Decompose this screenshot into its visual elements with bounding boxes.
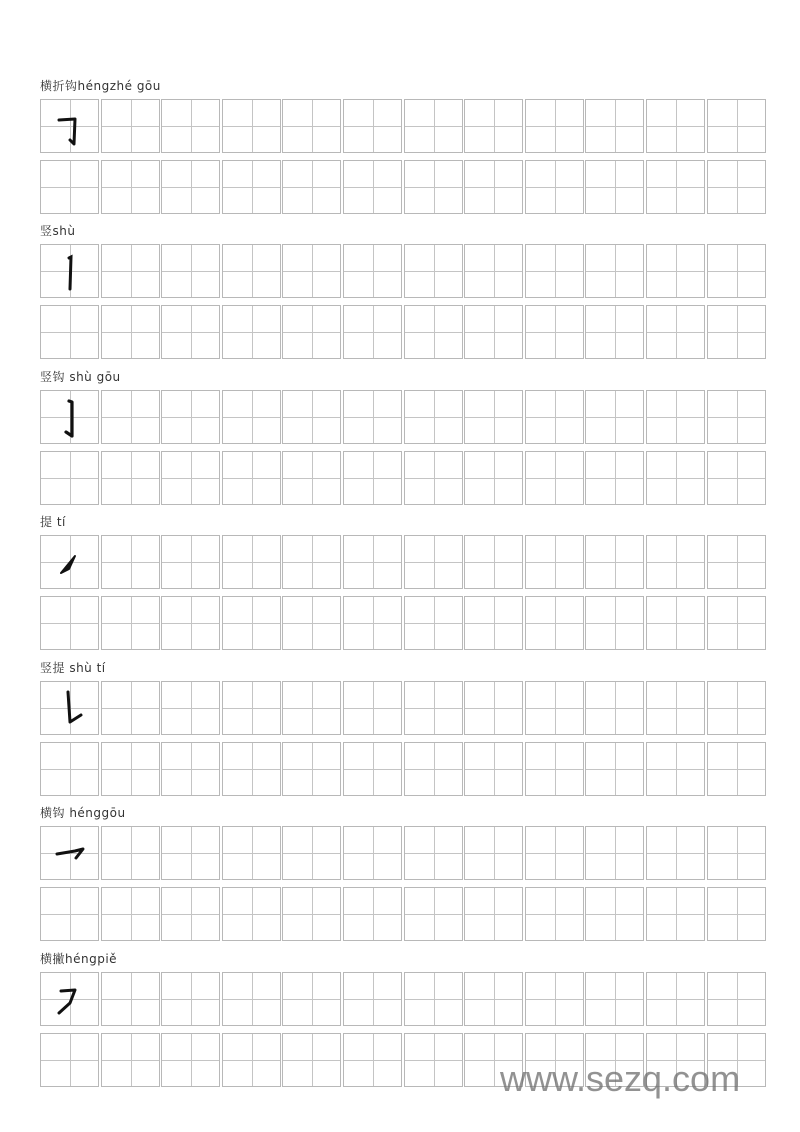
tian-grid-box[interactable] bbox=[404, 742, 463, 796]
tian-grid-box[interactable] bbox=[282, 535, 341, 589]
tian-grid-box[interactable] bbox=[585, 972, 644, 1026]
tian-grid-box[interactable] bbox=[161, 1033, 220, 1087]
tian-grid-box[interactable] bbox=[585, 99, 644, 153]
tian-grid-box[interactable] bbox=[161, 535, 220, 589]
tian-grid-box[interactable] bbox=[585, 160, 644, 214]
tian-grid-box[interactable] bbox=[707, 972, 766, 1026]
tian-grid-box[interactable] bbox=[282, 887, 341, 941]
tian-grid-box[interactable] bbox=[707, 887, 766, 941]
tian-grid-box[interactable] bbox=[464, 305, 523, 359]
tian-grid-box[interactable] bbox=[343, 742, 402, 796]
tian-grid-box[interactable] bbox=[707, 826, 766, 880]
tian-grid-box[interactable] bbox=[101, 244, 160, 298]
tian-grid-box[interactable] bbox=[404, 826, 463, 880]
tian-grid-box[interactable] bbox=[585, 244, 644, 298]
tian-grid-box[interactable] bbox=[343, 535, 402, 589]
shu-stroke-icon bbox=[41, 245, 99, 298]
tian-grid-box[interactable] bbox=[101, 681, 160, 735]
tian-grid-box[interactable] bbox=[464, 826, 523, 880]
tian-grid-box[interactable] bbox=[525, 160, 584, 214]
tian-grid-box[interactable] bbox=[282, 390, 341, 444]
tian-grid-box[interactable] bbox=[707, 596, 766, 650]
tian-grid-box[interactable] bbox=[707, 535, 766, 589]
tian-grid-box[interactable] bbox=[222, 535, 281, 589]
tian-grid-box[interactable] bbox=[404, 451, 463, 505]
tian-grid-box[interactable] bbox=[525, 99, 584, 153]
tian-grid-box[interactable] bbox=[525, 305, 584, 359]
tian-grid-box[interactable] bbox=[646, 742, 705, 796]
tian-grid-box[interactable] bbox=[40, 99, 99, 153]
tian-grid-box[interactable] bbox=[101, 535, 160, 589]
tian-grid-box[interactable] bbox=[525, 596, 584, 650]
practice-row bbox=[40, 887, 768, 940]
tian-grid-box[interactable] bbox=[464, 160, 523, 214]
tian-grid-box[interactable] bbox=[525, 244, 584, 298]
tian-grid-box[interactable] bbox=[282, 972, 341, 1026]
tian-grid-box[interactable] bbox=[161, 742, 220, 796]
tian-grid-box[interactable] bbox=[707, 681, 766, 735]
tian-grid-box[interactable] bbox=[585, 742, 644, 796]
tian-grid-box[interactable] bbox=[222, 1033, 281, 1087]
tian-grid-box[interactable] bbox=[585, 826, 644, 880]
tian-grid-box[interactable] bbox=[40, 681, 99, 735]
tian-grid-box[interactable] bbox=[707, 390, 766, 444]
tian-grid-box[interactable] bbox=[161, 451, 220, 505]
tian-grid-box[interactable] bbox=[404, 1033, 463, 1087]
tian-grid-box[interactable] bbox=[343, 451, 402, 505]
stroke-label: 横折钩héngzhé gōu bbox=[40, 79, 161, 93]
tian-grid-box[interactable] bbox=[464, 535, 523, 589]
stroke-label: 竖shù bbox=[40, 224, 76, 238]
heng-gou-stroke-icon bbox=[41, 827, 99, 880]
practice-row bbox=[40, 451, 768, 504]
tian-grid-box[interactable] bbox=[101, 972, 160, 1026]
practice-row bbox=[40, 596, 768, 649]
tian-grid-box[interactable] bbox=[646, 826, 705, 880]
stroke-label: 提 tí bbox=[40, 515, 66, 529]
tian-grid-box[interactable] bbox=[101, 887, 160, 941]
practice-row bbox=[40, 972, 768, 1025]
tian-grid-box[interactable] bbox=[343, 887, 402, 941]
tian-grid-box[interactable] bbox=[404, 681, 463, 735]
tian-grid-box[interactable] bbox=[646, 305, 705, 359]
tian-grid-box[interactable] bbox=[101, 99, 160, 153]
tian-grid-box[interactable] bbox=[404, 887, 463, 941]
tian-grid-box[interactable] bbox=[343, 681, 402, 735]
tian-grid-box[interactable] bbox=[222, 826, 281, 880]
tian-grid-box[interactable] bbox=[525, 972, 584, 1026]
tian-grid-box[interactable] bbox=[464, 596, 523, 650]
tian-grid-box[interactable] bbox=[646, 681, 705, 735]
tian-grid-box[interactable] bbox=[464, 887, 523, 941]
tian-grid-box[interactable] bbox=[101, 390, 160, 444]
tian-grid-box[interactable] bbox=[404, 99, 463, 153]
tian-grid-box[interactable] bbox=[464, 742, 523, 796]
tian-grid-box[interactable] bbox=[222, 244, 281, 298]
tian-grid-box[interactable] bbox=[282, 1033, 341, 1087]
tian-grid-box[interactable] bbox=[464, 244, 523, 298]
tian-grid-box[interactable] bbox=[585, 681, 644, 735]
tian-grid-box[interactable] bbox=[707, 742, 766, 796]
practice-row bbox=[40, 826, 768, 879]
stroke-label: 竖提 shù tí bbox=[40, 661, 106, 675]
tian-grid-box[interactable] bbox=[585, 390, 644, 444]
tian-grid-box[interactable] bbox=[343, 596, 402, 650]
practice-row bbox=[40, 535, 768, 588]
tian-grid-box[interactable] bbox=[161, 887, 220, 941]
tian-grid-box[interactable] bbox=[282, 160, 341, 214]
stroke-label: 横钩 hénggōu bbox=[40, 806, 126, 820]
tian-grid-box[interactable] bbox=[40, 1033, 99, 1087]
tian-grid-box[interactable] bbox=[404, 390, 463, 444]
tian-grid-box[interactable] bbox=[646, 390, 705, 444]
tian-grid-box[interactable] bbox=[585, 596, 644, 650]
tian-grid-box[interactable] bbox=[343, 1033, 402, 1087]
tian-grid-box[interactable] bbox=[40, 305, 99, 359]
tian-grid-box[interactable] bbox=[101, 596, 160, 650]
tian-grid-box[interactable] bbox=[464, 451, 523, 505]
tian-grid-box[interactable] bbox=[282, 681, 341, 735]
tian-grid-box[interactable] bbox=[40, 972, 99, 1026]
tian-grid-box[interactable] bbox=[161, 972, 220, 1026]
tian-grid-box[interactable] bbox=[222, 390, 281, 444]
tian-grid-box[interactable] bbox=[404, 160, 463, 214]
tian-grid-box[interactable] bbox=[40, 826, 99, 880]
heng-zhe-gou-stroke-icon bbox=[41, 100, 99, 153]
tian-grid-box[interactable] bbox=[40, 742, 99, 796]
tian-grid-box[interactable] bbox=[161, 596, 220, 650]
tian-grid-box[interactable] bbox=[161, 99, 220, 153]
tian-grid-box[interactable] bbox=[101, 451, 160, 505]
tian-grid-box[interactable] bbox=[222, 99, 281, 153]
tian-grid-box[interactable] bbox=[525, 681, 584, 735]
practice-row bbox=[40, 305, 768, 358]
tian-grid-box[interactable] bbox=[101, 1033, 160, 1087]
watermark: www.sezq.com bbox=[500, 1058, 741, 1099]
tian-grid-box[interactable] bbox=[40, 160, 99, 214]
stroke-label: 竖钩 shù gōu bbox=[40, 370, 121, 384]
tian-grid-box[interactable] bbox=[343, 244, 402, 298]
practice-row bbox=[40, 160, 768, 213]
tian-grid-box[interactable] bbox=[343, 305, 402, 359]
practice-row bbox=[40, 390, 768, 443]
tian-grid-box[interactable] bbox=[585, 887, 644, 941]
tian-grid-box[interactable] bbox=[161, 681, 220, 735]
stroke-label: 横撇héngpiě bbox=[40, 952, 118, 966]
tian-grid-box[interactable] bbox=[282, 742, 341, 796]
tian-grid-box[interactable] bbox=[646, 596, 705, 650]
tian-grid-box[interactable] bbox=[343, 99, 402, 153]
tian-grid-box[interactable] bbox=[282, 244, 341, 298]
tian-grid-box[interactable] bbox=[282, 826, 341, 880]
tian-grid-box[interactable] bbox=[222, 887, 281, 941]
tian-grid-box[interactable] bbox=[525, 742, 584, 796]
tian-grid-box[interactable] bbox=[646, 451, 705, 505]
tian-grid-box[interactable] bbox=[40, 390, 99, 444]
tian-grid-box[interactable] bbox=[40, 887, 99, 941]
tian-grid-box[interactable] bbox=[101, 742, 160, 796]
tian-grid-box[interactable] bbox=[343, 160, 402, 214]
tian-grid-box[interactable] bbox=[646, 244, 705, 298]
practice-row bbox=[40, 742, 768, 795]
tian-grid-box[interactable] bbox=[222, 305, 281, 359]
tian-grid-box[interactable] bbox=[525, 887, 584, 941]
shu-ti-stroke-icon bbox=[41, 682, 99, 735]
practice-row bbox=[40, 99, 768, 152]
tian-grid-box[interactable] bbox=[707, 244, 766, 298]
tian-grid-box[interactable] bbox=[40, 535, 99, 589]
tian-grid-box[interactable] bbox=[525, 535, 584, 589]
tian-grid-box[interactable] bbox=[282, 99, 341, 153]
tian-grid-box[interactable] bbox=[707, 99, 766, 153]
tian-grid-box[interactable] bbox=[404, 596, 463, 650]
tian-grid-box[interactable] bbox=[707, 451, 766, 505]
tian-grid-box[interactable] bbox=[404, 972, 463, 1026]
tian-grid-box[interactable] bbox=[525, 826, 584, 880]
tian-grid-box[interactable] bbox=[222, 972, 281, 1026]
tian-grid-box[interactable] bbox=[101, 160, 160, 214]
tian-grid-box[interactable] bbox=[464, 972, 523, 1026]
tian-grid-box[interactable] bbox=[222, 160, 281, 214]
tian-grid-box[interactable] bbox=[222, 596, 281, 650]
tian-grid-box[interactable] bbox=[161, 305, 220, 359]
practice-row bbox=[40, 244, 768, 297]
tian-grid-box[interactable] bbox=[161, 826, 220, 880]
tian-grid-box[interactable] bbox=[585, 535, 644, 589]
tian-grid-box[interactable] bbox=[222, 742, 281, 796]
ti-stroke-icon bbox=[41, 536, 99, 589]
tian-grid-box[interactable] bbox=[646, 160, 705, 214]
tian-grid-box[interactable] bbox=[40, 596, 99, 650]
tian-grid-box[interactable] bbox=[161, 160, 220, 214]
tian-grid-box[interactable] bbox=[525, 390, 584, 444]
tian-grid-box[interactable] bbox=[101, 305, 160, 359]
practice-row bbox=[40, 681, 768, 734]
tian-grid-box[interactable] bbox=[222, 681, 281, 735]
tian-grid-box[interactable] bbox=[646, 887, 705, 941]
tian-grid-box[interactable] bbox=[343, 972, 402, 1026]
tian-grid-box[interactable] bbox=[646, 535, 705, 589]
tian-grid-box[interactable] bbox=[525, 451, 584, 505]
tian-grid-box[interactable] bbox=[585, 305, 644, 359]
tian-grid-box[interactable] bbox=[282, 596, 341, 650]
tian-grid-box[interactable] bbox=[40, 244, 99, 298]
tian-grid-box[interactable] bbox=[282, 451, 341, 505]
tian-grid-box[interactable] bbox=[646, 99, 705, 153]
tian-grid-box[interactable] bbox=[101, 826, 160, 880]
tian-grid-box[interactable] bbox=[282, 305, 341, 359]
tian-grid-box[interactable] bbox=[404, 535, 463, 589]
tian-grid-box[interactable] bbox=[404, 305, 463, 359]
tian-grid-box[interactable] bbox=[707, 160, 766, 214]
tian-grid-box[interactable] bbox=[707, 305, 766, 359]
tian-grid-box[interactable] bbox=[464, 390, 523, 444]
shu-gou-stroke-icon bbox=[41, 391, 99, 444]
tian-grid-box[interactable] bbox=[585, 451, 644, 505]
heng-pie-stroke-icon bbox=[41, 973, 99, 1026]
tian-grid-box[interactable] bbox=[161, 390, 220, 444]
tian-grid-box[interactable] bbox=[343, 390, 402, 444]
tian-grid-box[interactable] bbox=[646, 972, 705, 1026]
tian-grid-box[interactable] bbox=[464, 681, 523, 735]
tian-grid-box[interactable] bbox=[161, 244, 220, 298]
tian-grid-box[interactable] bbox=[464, 99, 523, 153]
tian-grid-box[interactable] bbox=[222, 451, 281, 505]
tian-grid-box[interactable] bbox=[404, 244, 463, 298]
tian-grid-box[interactable] bbox=[343, 826, 402, 880]
tian-grid-box[interactable] bbox=[40, 451, 99, 505]
